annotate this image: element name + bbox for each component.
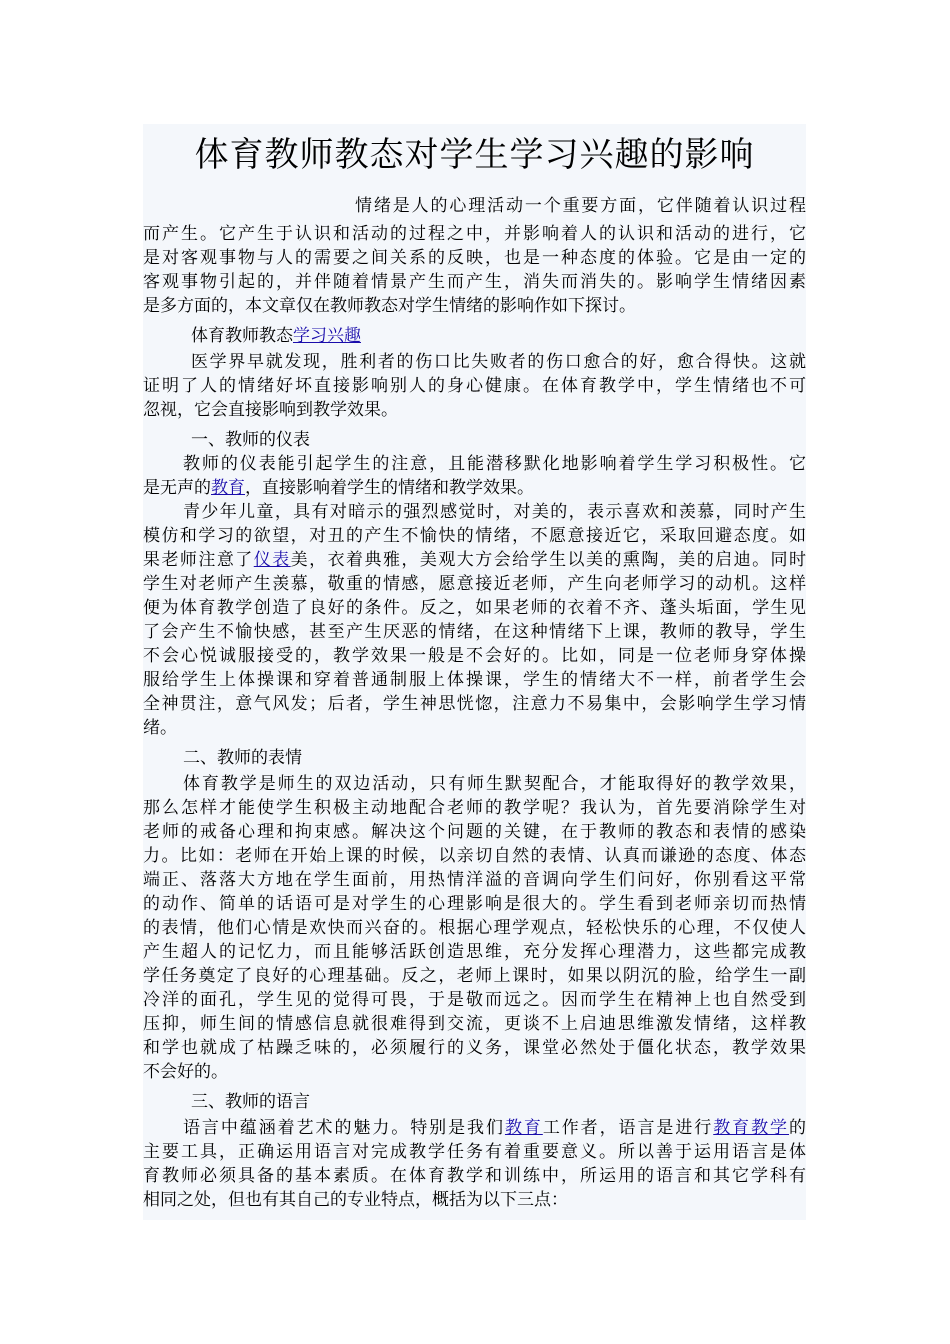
text-span: 三、教师的语言 xyxy=(191,1092,310,1112)
text-span: 忽视，它会直接影响到教学效果。 xyxy=(143,400,398,420)
text-line xyxy=(143,844,806,868)
text-line xyxy=(355,194,806,218)
page-title: 体育教师教态对学生学习兴趣的影响 xyxy=(194,135,755,175)
text-line xyxy=(143,796,806,820)
text-line xyxy=(143,524,806,548)
text-line xyxy=(143,548,806,572)
text-span: 模仿和学习的欲望，对丑的产生不愉快的情绪，不愿意接近它，采取回避态度。如 xyxy=(143,526,806,546)
text-span: 语言中蕴涵着艺术的魅力。特别是我们 xyxy=(183,1118,505,1138)
inline-link[interactable]: 教育 xyxy=(211,478,245,498)
text-span: 学任务奠定了良好的心理基础。反之，老师上课时，如果以阴沉的脸，给学生一副 xyxy=(143,966,806,986)
text-span: 的动作、简单的话语可是对学生的心理影响是很大的。学生看到老师亲切而热情 xyxy=(143,894,806,914)
text-span: 教师的仪表能引起学生的注意，且能潜移默化地影响着学生学习积极性。它 xyxy=(183,454,806,474)
text-span: 体育教学是师生的双边活动，只有师生默契配合，才能取得好的教学效果， xyxy=(183,774,806,794)
text-span: 产生超人的记忆力，而且能够活跃创造思维，充分发挥心理潜力，这些都完成教 xyxy=(143,942,806,962)
text-line xyxy=(183,452,806,476)
text-span: 压抑，师生间的情感信息就很难得到交流，更谈不上启迪思维激发情绪，这样教 xyxy=(143,1014,806,1034)
text-line xyxy=(143,692,806,716)
text-span: 是对客观事物与人的需要之间关系的反映，也是一种态度的体验。它是由一定的 xyxy=(143,248,806,268)
text-line xyxy=(183,500,806,524)
text-line xyxy=(143,246,806,270)
text-span: 便为体育教学创造了良好的条件。反之，如果老师的衣着不齐、蓬头垢面，学生见 xyxy=(143,598,806,618)
text-line xyxy=(191,324,806,348)
text-line xyxy=(143,1012,806,1036)
text-line xyxy=(143,916,806,940)
text-line xyxy=(143,820,806,844)
text-line xyxy=(143,1060,806,1084)
text-span: 美，衣着典雅，美观大方会给学生以美的熏陶，美的启迪。同时 xyxy=(290,550,806,570)
text-span: 的 xyxy=(789,1118,806,1138)
text-span: 冷洋的面孔，学生见的觉得可畏，于是敬而远之。因而学生在精神上也自然受到 xyxy=(143,990,806,1010)
text-span: 是无声的 xyxy=(143,478,211,498)
text-span: 学生对老师产生羡慕，敬重的情感，愿意接近老师，产生向老师学习的动机。这样 xyxy=(143,574,806,594)
text-line xyxy=(143,620,806,644)
text-span: 主要工具，正确运用语言对完成教学任务有着重要意义。所以善于运用语言是体 xyxy=(143,1142,806,1162)
text-span: 相同之处，但也有其自己的专业特点，概括为以下三点： xyxy=(143,1190,568,1210)
text-line xyxy=(143,1164,806,1188)
text-line xyxy=(143,222,806,246)
text-line xyxy=(143,892,806,916)
text-span: 育教师必须具备的基本素质。在体育教学和训练中，所运用的语言和其它学科有 xyxy=(143,1166,806,1186)
text-line xyxy=(183,772,806,796)
text-span: 客观事物引起的，并伴随着情景产生而产生，消失而消失的。影响学生情绪因素 xyxy=(143,272,806,292)
text-span: 那么怎样才能使学生积极主动地配合老师的教学呢？我认为，首先要消除学生对 xyxy=(143,798,806,818)
text-span: 绪。 xyxy=(143,718,177,738)
text-line xyxy=(143,398,806,422)
inline-link[interactable]: 仪表 xyxy=(253,550,291,570)
text-line xyxy=(143,668,806,692)
text-span: 力。比如：老师在开始上课的时候，以亲切自然的表情、认真而谦逊的态度、体态 xyxy=(143,846,806,866)
text-span: 和学也就成了枯躁乏味的，必须履行的义务，课堂必然处于僵化状态，教学效果 xyxy=(143,1038,806,1058)
text-line xyxy=(143,374,806,398)
document-body xyxy=(143,124,806,1220)
text-line xyxy=(143,716,806,740)
text-line xyxy=(183,1116,806,1140)
text-span: 青少年儿童，具有对暗示的强烈感觉时，对美的，表示喜欢和羡慕，同时产生 xyxy=(183,502,806,522)
text-span: 果老师注意了 xyxy=(143,550,254,570)
text-span: 了会产生不愉快感，甚至产生厌恶的情绪，在这种情绪下上课，教师的教导，学生 xyxy=(143,622,806,642)
text-span: 端正、落落大方地在学生面前，用热情洋溢的音调向学生们问好，你别看这平常 xyxy=(143,870,806,890)
text-span: 不会心悦诚服接受的，教学效果一般是不会好的。比如，同是一位老师身穿体操 xyxy=(143,646,806,666)
text-line xyxy=(143,964,806,988)
inline-link[interactable]: 学习兴趣 xyxy=(293,326,361,346)
text-line xyxy=(191,350,806,374)
text-span: 而产生。它产生于认识和活动的过程之中，并影响着人的认识和活动的进行，它 xyxy=(143,224,806,244)
text-line xyxy=(143,988,806,1012)
text-line xyxy=(143,940,806,964)
text-line xyxy=(191,1090,806,1114)
text-line xyxy=(191,428,806,452)
text-line xyxy=(143,1140,806,1164)
text-line xyxy=(143,270,806,294)
text-span: 医学界早就发现，胜利者的伤口比失败者的伤口愈合的好，愈合得快。这就 xyxy=(191,352,806,372)
text-span: 一、教师的仪表 xyxy=(191,430,310,450)
text-span: 的表情，他们心情是欢快而兴奋的。根据心理学观点，轻松快乐的心理，不仅使人 xyxy=(143,918,806,938)
inline-link[interactable]: 教育教学 xyxy=(713,1118,789,1138)
text-span: 工作者，语言是进行 xyxy=(542,1118,714,1138)
text-span: ，直接影响着学生的情绪和教学效果。 xyxy=(245,478,534,498)
text-line xyxy=(143,1188,806,1212)
text-line xyxy=(143,476,806,500)
text-span: 证明了人的情绪好坏直接影响别人的身心健康。在体育教学中，学生情绪也不可 xyxy=(143,376,806,396)
text-line xyxy=(143,572,806,596)
text-span: 老师的戒备心理和拘束感。解决这个问题的关键，在于教师的教态和表情的感染 xyxy=(143,822,806,842)
text-line xyxy=(143,1036,806,1060)
text-line xyxy=(143,644,806,668)
text-span: 体育教师教态 xyxy=(191,326,293,346)
text-span: 全神贯注，意气风发；后者，学生神思恍惚，注意力不易集中，会影响学生学习情 xyxy=(143,694,806,714)
text-line xyxy=(143,868,806,892)
text-line xyxy=(143,596,806,620)
inline-link[interactable]: 教育 xyxy=(504,1118,543,1138)
text-line xyxy=(183,746,806,770)
text-span: 二、教师的表情 xyxy=(183,748,302,768)
text-span: 是多方面的，本文章仅在教师教态对学生情绪的影响作如下探讨。 xyxy=(143,296,636,316)
text-span: 情绪是人的心理活动一个重要方面，它伴随着认识过程 xyxy=(355,196,806,216)
text-span: 服给学生上体操课和穿着普通制服上体操课，学生的情绪大不一样，前者学生会 xyxy=(143,670,806,690)
text-span: 不会好的。 xyxy=(143,1062,228,1082)
text-line xyxy=(143,294,806,318)
